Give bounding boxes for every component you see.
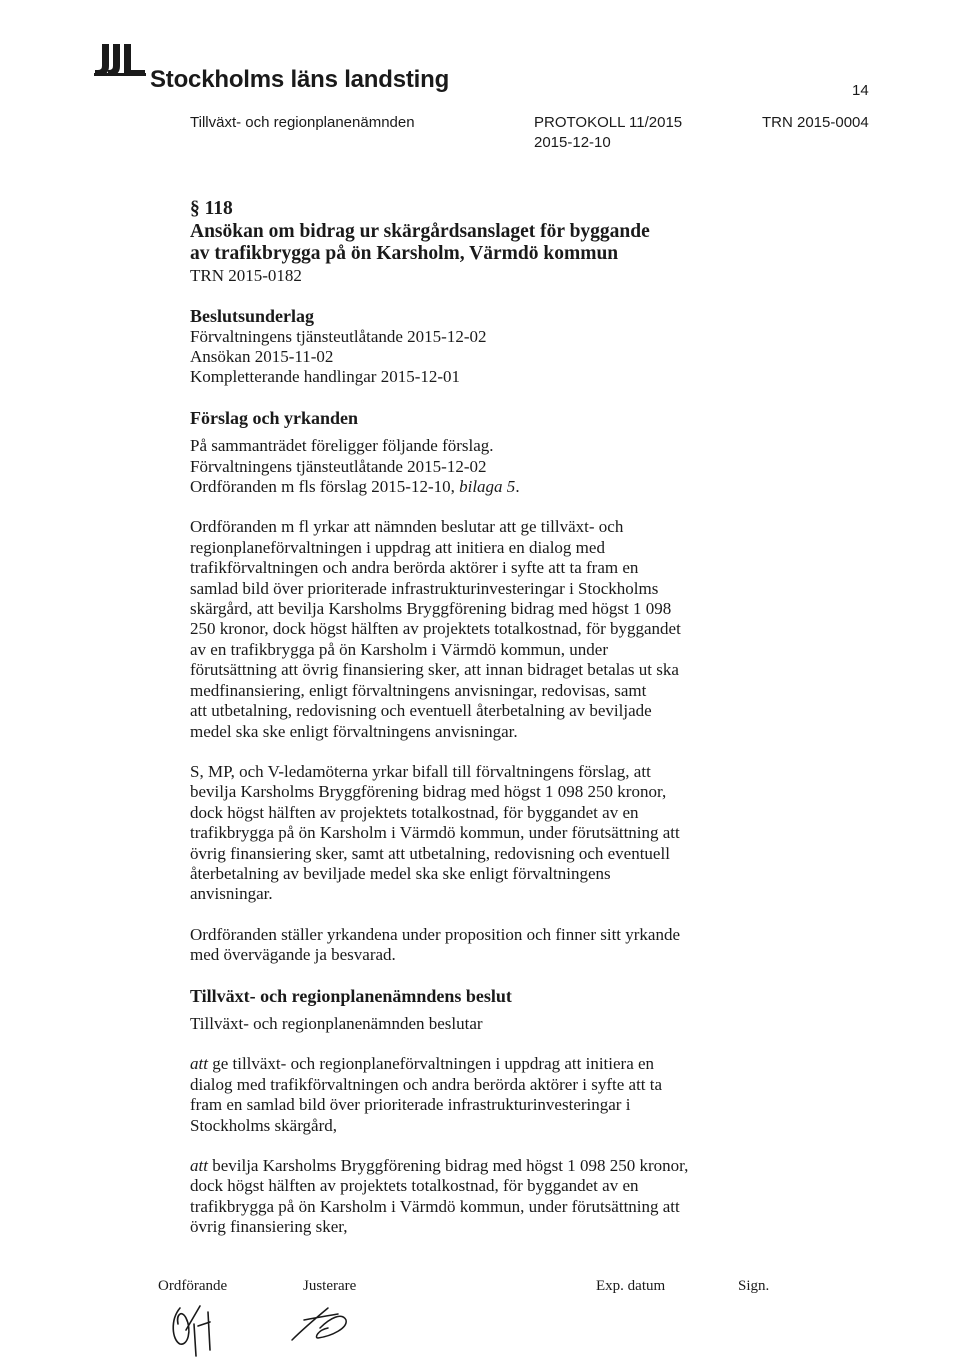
basis-item: Förvaltningens tjänsteutlåtande 2015-12-02 [190,326,487,346]
text-line: övrig finansiering sker, [190,1217,348,1237]
text-line: av en trafikbrygga på ön Karsholm i Värmdö kommun, under [190,639,608,659]
chair-motion-paragraph [190,517,790,741]
signature-footer [0,1276,960,1364]
text-line: bevilja Karsholms Bryggförening bidrag med högst 1 098 250 kronor, [207,1156,689,1175]
text-line: skärgård, att bevilja Karsholms Bryggförening bidrag med högst 1 098 [190,599,672,619]
sll-logo-icon [94,40,146,80]
decision-intro: Tillväxt- och regionplanenämnden beslutar [190,1013,483,1033]
text-line: ge tillväxt- och regionplaneförvaltningen i uppdrag att initiera en [207,1054,655,1074]
organization-name: Stockholms läns landsting [150,66,450,93]
text-line: med övervägande ja besvarad. [190,945,396,965]
decision-heading: Tillväxt- och regionplanenämndens beslut [190,985,512,1006]
text-line: medfinansiering, enligt förvaltningens anvisningar, redovisas, samt [190,680,647,700]
page-number: 14 [852,82,869,99]
proposals-heading: Förslag och yrkanden [190,407,359,428]
text-line: att utbetalning, redovisning och eventuell återbetalning av beviljade [190,701,652,721]
section-number: § 118 [190,198,233,219]
text-line: trafikbrygga på ön Karsholm i Värmdö kommun, under förutsättning att [190,823,680,843]
protocol-body [190,198,790,1238]
attachment-reference: bilaga 5 [459,477,516,497]
text-line: Ordföranden m fl yrkar att nämnden beslutar att ge tillväxt- och [190,517,624,537]
protocol-date: 2015-12-10 [534,134,611,151]
basis-item: Kompletterande handlingar 2015-12-01 [190,367,461,387]
sign-label: Sign. [738,1278,770,1294]
case-number: TRN 2015-0182 [190,265,302,285]
text-line: förutsättning att övrig finansiering sker, att innan bidraget betalas ut ska [190,660,679,680]
adjuster-signature [284,1298,354,1348]
text-line: regionplaneförvaltningen i uppdrag att initiera en dialog med [190,537,605,557]
exp-date-label: Exp. datum [596,1278,666,1294]
basis-heading: Beslutsunderlag [190,306,315,327]
proposal-item-text: Ordföranden m fls förslag 2015-12-10, [190,477,460,497]
att-word: att [190,1054,208,1074]
basis-item: Ansökan 2015-11-02 [190,347,334,366]
proposal-item-end: . [515,477,520,497]
text-line: Stockholms skärgård, [190,1115,338,1135]
text-line: fram en samlad bild över prioriterade infrastrukturinvesteringar i [190,1095,631,1115]
committee-name: Tillväxt- och regionplanenämnden [190,114,415,131]
att-word: att [190,1156,208,1175]
text-line: dialog med trafikförvaltningen och andra berörda aktörer i syfte att ta [190,1074,663,1094]
decision-point-2 [190,1156,790,1238]
decision-point-1 [190,1054,790,1136]
text-line: bevilja Karsholms Bryggförening bidrag med högst 1 098 250 kronor, [190,782,667,802]
proposals-intro: På sammanträdet föreligger följande förslag. [190,436,494,456]
text-line: 250 kronor, dock högst hälften av projektets totalkostnad, för byggandet [190,619,681,639]
text-line: dock högst hälften av projektets totalkostnad, för byggandet av en [190,802,639,822]
text-line: trafikbrygga på ön Karsholm i Värmdö kommun, under förutsättning att [190,1196,680,1216]
text-line: dock högst hälften av projektets totalkostnad, för byggandet av en [190,1176,639,1196]
proposal-item: Förvaltningens tjänsteutlåtande 2015-12-02 [190,456,487,476]
text-line: S, MP, och V-ledamöterna yrkar bifall till förvaltningens förslag, att [190,761,651,781]
chair-procedure-paragraph [190,925,790,966]
protocol-label: PROTOKOLL 11/2015 [534,114,683,131]
adjuster-label: Justerare [303,1278,357,1294]
text-line: återbetalning av beviljade medel ska ske enligt förvaltningens [190,863,611,883]
text-line: medel ska ske enligt förvaltningens anvisningar. [190,721,518,741]
section-title-line-1: Ansökan om bidrag ur skärgårdsanslaget för byggande [190,220,650,242]
document-trn: TRN 2015-0004 [762,114,869,131]
text-line: anvisningar. [190,884,273,904]
chair-label: Ordförande [158,1278,228,1294]
section-title-line-2: av trafikbrygga på ön Karsholm, Värmdö kommun [190,243,619,265]
text-line: övrig finansiering sker, samt att utbetalning, redovisning och eventuell [190,843,670,863]
text-line: samlad bild över prioriterade infrastrukturinvesteringar i Stockholms [190,578,659,598]
party-motion-paragraph [190,762,790,905]
chair-signature [166,1300,226,1360]
proposal-item [190,477,790,497]
text-line: trafikförvaltningen och andra berörda aktörer i syfte att ta fram en [190,558,639,578]
text-line: Ordföranden ställer yrkandena under proposition och finner sitt yrkande [190,924,681,944]
